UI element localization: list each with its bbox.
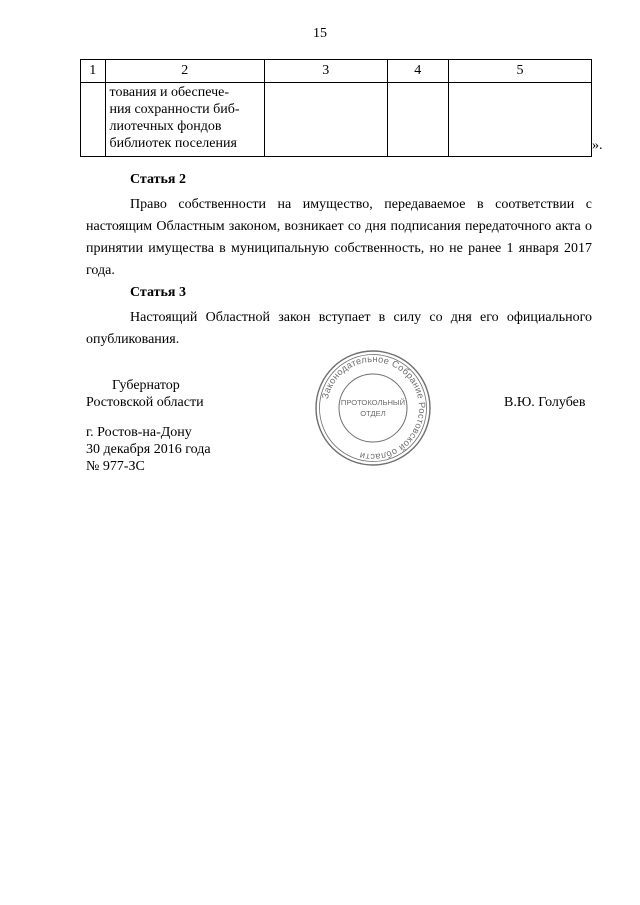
signatory-title-line-2: Ростовской области bbox=[86, 395, 204, 410]
signatory-name: В.Ю. Голубев bbox=[504, 395, 586, 410]
page-number: 15 bbox=[313, 26, 327, 41]
signatory-title bbox=[86, 377, 204, 411]
table-cell bbox=[387, 83, 448, 157]
table-header-cell: 4 bbox=[387, 60, 448, 83]
city: г. Ростов-на-Дону bbox=[86, 425, 192, 440]
table-header-cell: 5 bbox=[448, 60, 591, 83]
law-number: № 977-ЗС bbox=[86, 459, 145, 474]
date: 30 декабря 2016 года bbox=[86, 442, 211, 457]
article-3-title: Статья 3 bbox=[130, 285, 186, 300]
seal-ring-text: Законодательное Собрание Ростовской области bbox=[319, 353, 428, 463]
table-row bbox=[81, 83, 592, 157]
seal-stamp bbox=[314, 349, 432, 467]
closing-quote: ». bbox=[592, 138, 603, 153]
place-date-block bbox=[86, 424, 211, 475]
table-cell bbox=[264, 83, 387, 157]
table-header-cell: 1 bbox=[81, 60, 106, 83]
document-table bbox=[80, 59, 592, 157]
table-cell: тования и обеспече- ния сохранности биб- лиотечных фондов библиотек поселения bbox=[105, 83, 264, 157]
table-cell bbox=[81, 83, 106, 157]
article-3-text: Настоящий Областной закон вступает в силу со дня его официального опубликования. bbox=[86, 310, 592, 347]
article-2-text: Право собственности на имущество, передаваемое в соответствии с настоящим Областным законом, возникает со дня подписания передаточного акта о принятии имущества в муниципальную собственность, но не ранее 1 января 2017 года. bbox=[86, 197, 592, 278]
seal-center-text-2: ОТДЕЛ bbox=[360, 409, 386, 418]
table-header-row bbox=[81, 60, 592, 83]
table-cell bbox=[448, 83, 591, 157]
article-2-title: Статья 2 bbox=[130, 172, 186, 187]
seal-outer-ring bbox=[316, 351, 430, 465]
signatory-title-line-1: Губернатор bbox=[112, 378, 180, 393]
seal-center-text-1: ПРОТОКОЛЬНЫЙ bbox=[340, 398, 406, 407]
table-header-cell: 3 bbox=[264, 60, 387, 83]
table-header-cell: 2 bbox=[105, 60, 264, 83]
seal-center-ring bbox=[339, 374, 407, 442]
